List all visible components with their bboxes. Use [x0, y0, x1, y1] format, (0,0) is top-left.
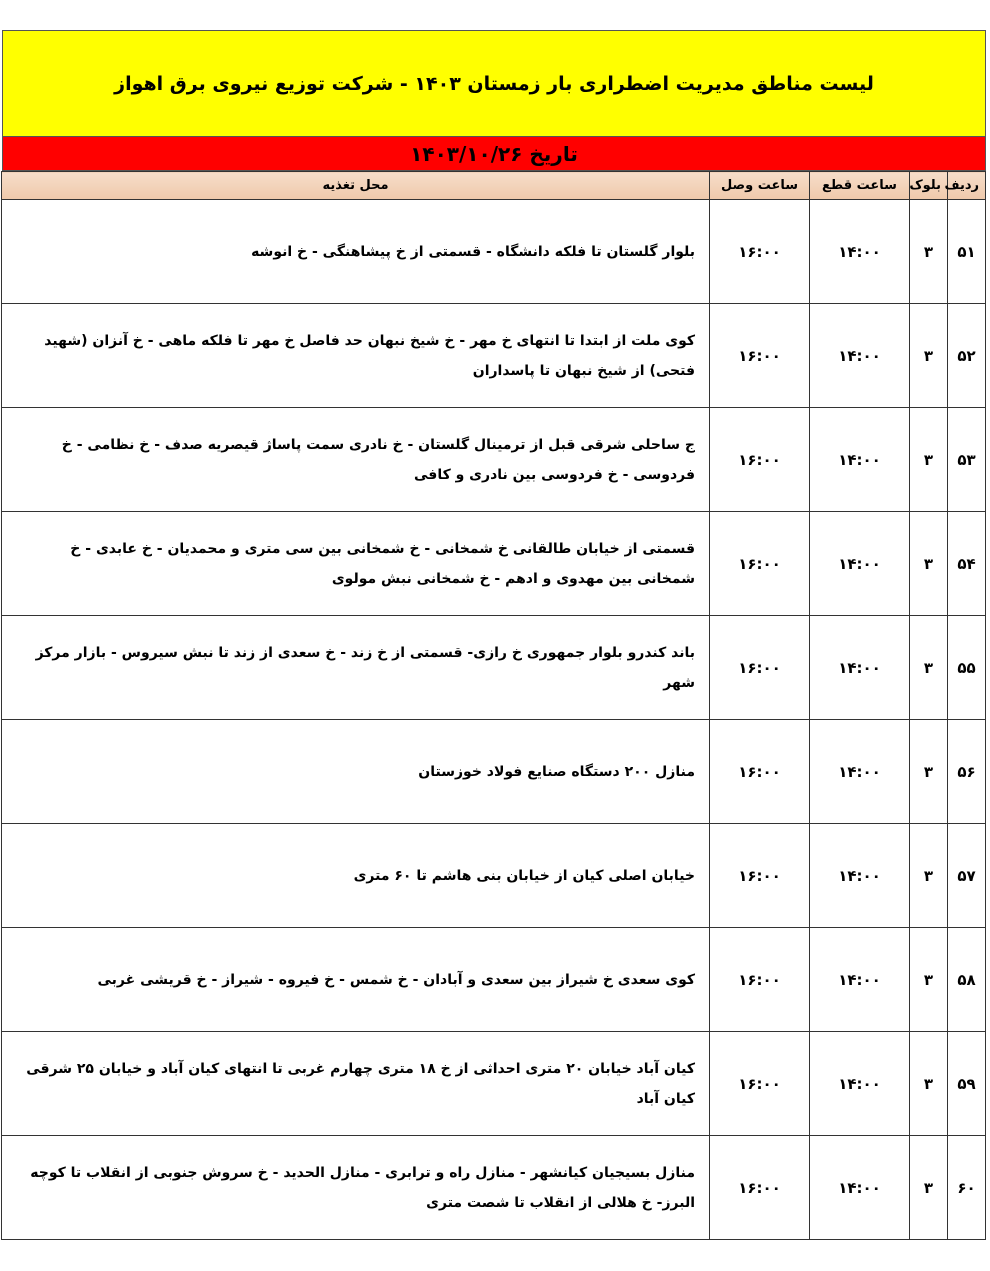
row-number-cell: ۵۹: [948, 1032, 986, 1136]
connect-time-cell: ۱۶:۰۰: [710, 408, 810, 512]
connect-time-cell: ۱۶:۰۰: [710, 1032, 810, 1136]
connect-time-cell: ۱۶:۰۰: [710, 824, 810, 928]
connect-time-cell: ۱۶:۰۰: [710, 512, 810, 616]
location-cell: خیابان اصلی کیان از خیابان بنی هاشم تا ۶۰ متری: [2, 824, 710, 928]
date-banner: [2, 137, 986, 171]
header-row-number: ردیف: [948, 172, 986, 200]
block-cell: ۳: [910, 200, 948, 304]
header-cut-time: ساعت قطع: [810, 172, 910, 200]
connect-time-cell: ۱۶:۰۰: [710, 1136, 810, 1240]
table-header-row: [2, 172, 986, 200]
table-row: [2, 616, 986, 720]
table-row: [2, 304, 986, 408]
block-cell: ۳: [910, 408, 948, 512]
row-number-cell: ۵۸: [948, 928, 986, 1032]
date-text: تاریخ ۱۴۰۳/۱۰/۲۶: [410, 141, 578, 166]
header-block: بلوک: [910, 172, 948, 200]
header-location: محل تغذیه: [2, 172, 710, 200]
row-number-cell: ۵۶: [948, 720, 986, 824]
sheet-title: [2, 30, 986, 137]
location-cell: کیان آباد خیابان ۲۰ متری احداثی از خ ۱۸ متری چهارم غربی تا انتهای کیان آباد و خیابان ۲۵ شرقی کیان آباد: [2, 1032, 710, 1136]
block-cell: ۳: [910, 512, 948, 616]
block-cell: ۳: [910, 1032, 948, 1136]
connect-time-cell: ۱۶:۰۰: [710, 304, 810, 408]
row-number-cell: ۶۰: [948, 1136, 986, 1240]
outage-schedule-sheet: [2, 30, 986, 1240]
cut-time-cell: ۱۴:۰۰: [810, 720, 910, 824]
cut-time-cell: ۱۴:۰۰: [810, 1032, 910, 1136]
cut-time-cell: ۱۴:۰۰: [810, 512, 910, 616]
cut-time-cell: ۱۴:۰۰: [810, 928, 910, 1032]
row-number-cell: ۵۵: [948, 616, 986, 720]
table-row: [2, 824, 986, 928]
table-row: [2, 928, 986, 1032]
location-cell: قسمتی از خیابان طالقانی خ شمخانی - خ شمخانی بین سی متری و محمدیان - خ عابدی - خ شمخانی بین مهدوی و ادهم - خ شمخانی نبش مولوی: [2, 512, 710, 616]
location-cell: بلوار گلستان تا فلکه دانشگاه - قسمتی از خ پیشاهنگی - خ انوشه: [2, 200, 710, 304]
location-cell: کوی ملت از ابتدا تا انتهای خ مهر - خ شیخ نبهان حد فاصل خ مهر تا فلکه ماهی - خ آنزان (شهید فتحی) از شیخ نبهان تا پاسداران: [2, 304, 710, 408]
block-cell: ۳: [910, 824, 948, 928]
block-cell: ۳: [910, 616, 948, 720]
outage-table: [1, 171, 986, 1240]
connect-time-cell: ۱۶:۰۰: [710, 200, 810, 304]
cut-time-cell: ۱۴:۰۰: [810, 200, 910, 304]
block-cell: ۳: [910, 928, 948, 1032]
header-connect-time: ساعت وصل: [710, 172, 810, 200]
cut-time-cell: ۱۴:۰۰: [810, 616, 910, 720]
table-row: [2, 1136, 986, 1240]
row-number-cell: ۵۴: [948, 512, 986, 616]
sheet-title-text: لیست مناطق مدیریت اضطراری بار زمستان ۱۴۰۳ - شرکت توزیع نیروی برق اهواز: [114, 72, 874, 95]
table-row: [2, 512, 986, 616]
cut-time-cell: ۱۴:۰۰: [810, 1136, 910, 1240]
location-cell: منازل ۲۰۰ دستگاه صنایع فولاد خوزستان: [2, 720, 710, 824]
location-cell: باند کندرو بلوار جمهوری خ رازی- قسمتی از خ زند - خ سعدی از زند تا نبش سیروس - بازار مرکز شهر: [2, 616, 710, 720]
location-cell: منازل بسیجیان کیانشهر - منازل راه و ترابری - منازل الحدید - خ سروش جنوبی از انقلاب تا کوچه البرز- خ هلالی از انقلاب تا شصت متری: [2, 1136, 710, 1240]
connect-time-cell: ۱۶:۰۰: [710, 720, 810, 824]
table-body: [2, 200, 986, 1240]
cut-time-cell: ۱۴:۰۰: [810, 304, 910, 408]
row-number-cell: ۵۲: [948, 304, 986, 408]
table-row: [2, 1032, 986, 1136]
location-cell: ج ساحلی شرقی قبل از ترمینال گلستان - خ نادری سمت پاساژ قیصریه صدف - خ نظامی - خ فردوسی - خ فردوسی بین نادری و کافی: [2, 408, 710, 512]
block-cell: ۳: [910, 304, 948, 408]
row-number-cell: ۵۱: [948, 200, 986, 304]
row-number-cell: ۵۳: [948, 408, 986, 512]
connect-time-cell: ۱۶:۰۰: [710, 616, 810, 720]
table-row: [2, 720, 986, 824]
table-row: [2, 200, 986, 304]
block-cell: ۳: [910, 1136, 948, 1240]
location-cell: کوی سعدی خ شیراز بین سعدی و آبادان - خ شمس - خ فیروه - شیراز - خ قریشی غربی: [2, 928, 710, 1032]
cut-time-cell: ۱۴:۰۰: [810, 408, 910, 512]
connect-time-cell: ۱۶:۰۰: [710, 928, 810, 1032]
table-row: [2, 408, 986, 512]
cut-time-cell: ۱۴:۰۰: [810, 824, 910, 928]
row-number-cell: ۵۷: [948, 824, 986, 928]
block-cell: ۳: [910, 720, 948, 824]
